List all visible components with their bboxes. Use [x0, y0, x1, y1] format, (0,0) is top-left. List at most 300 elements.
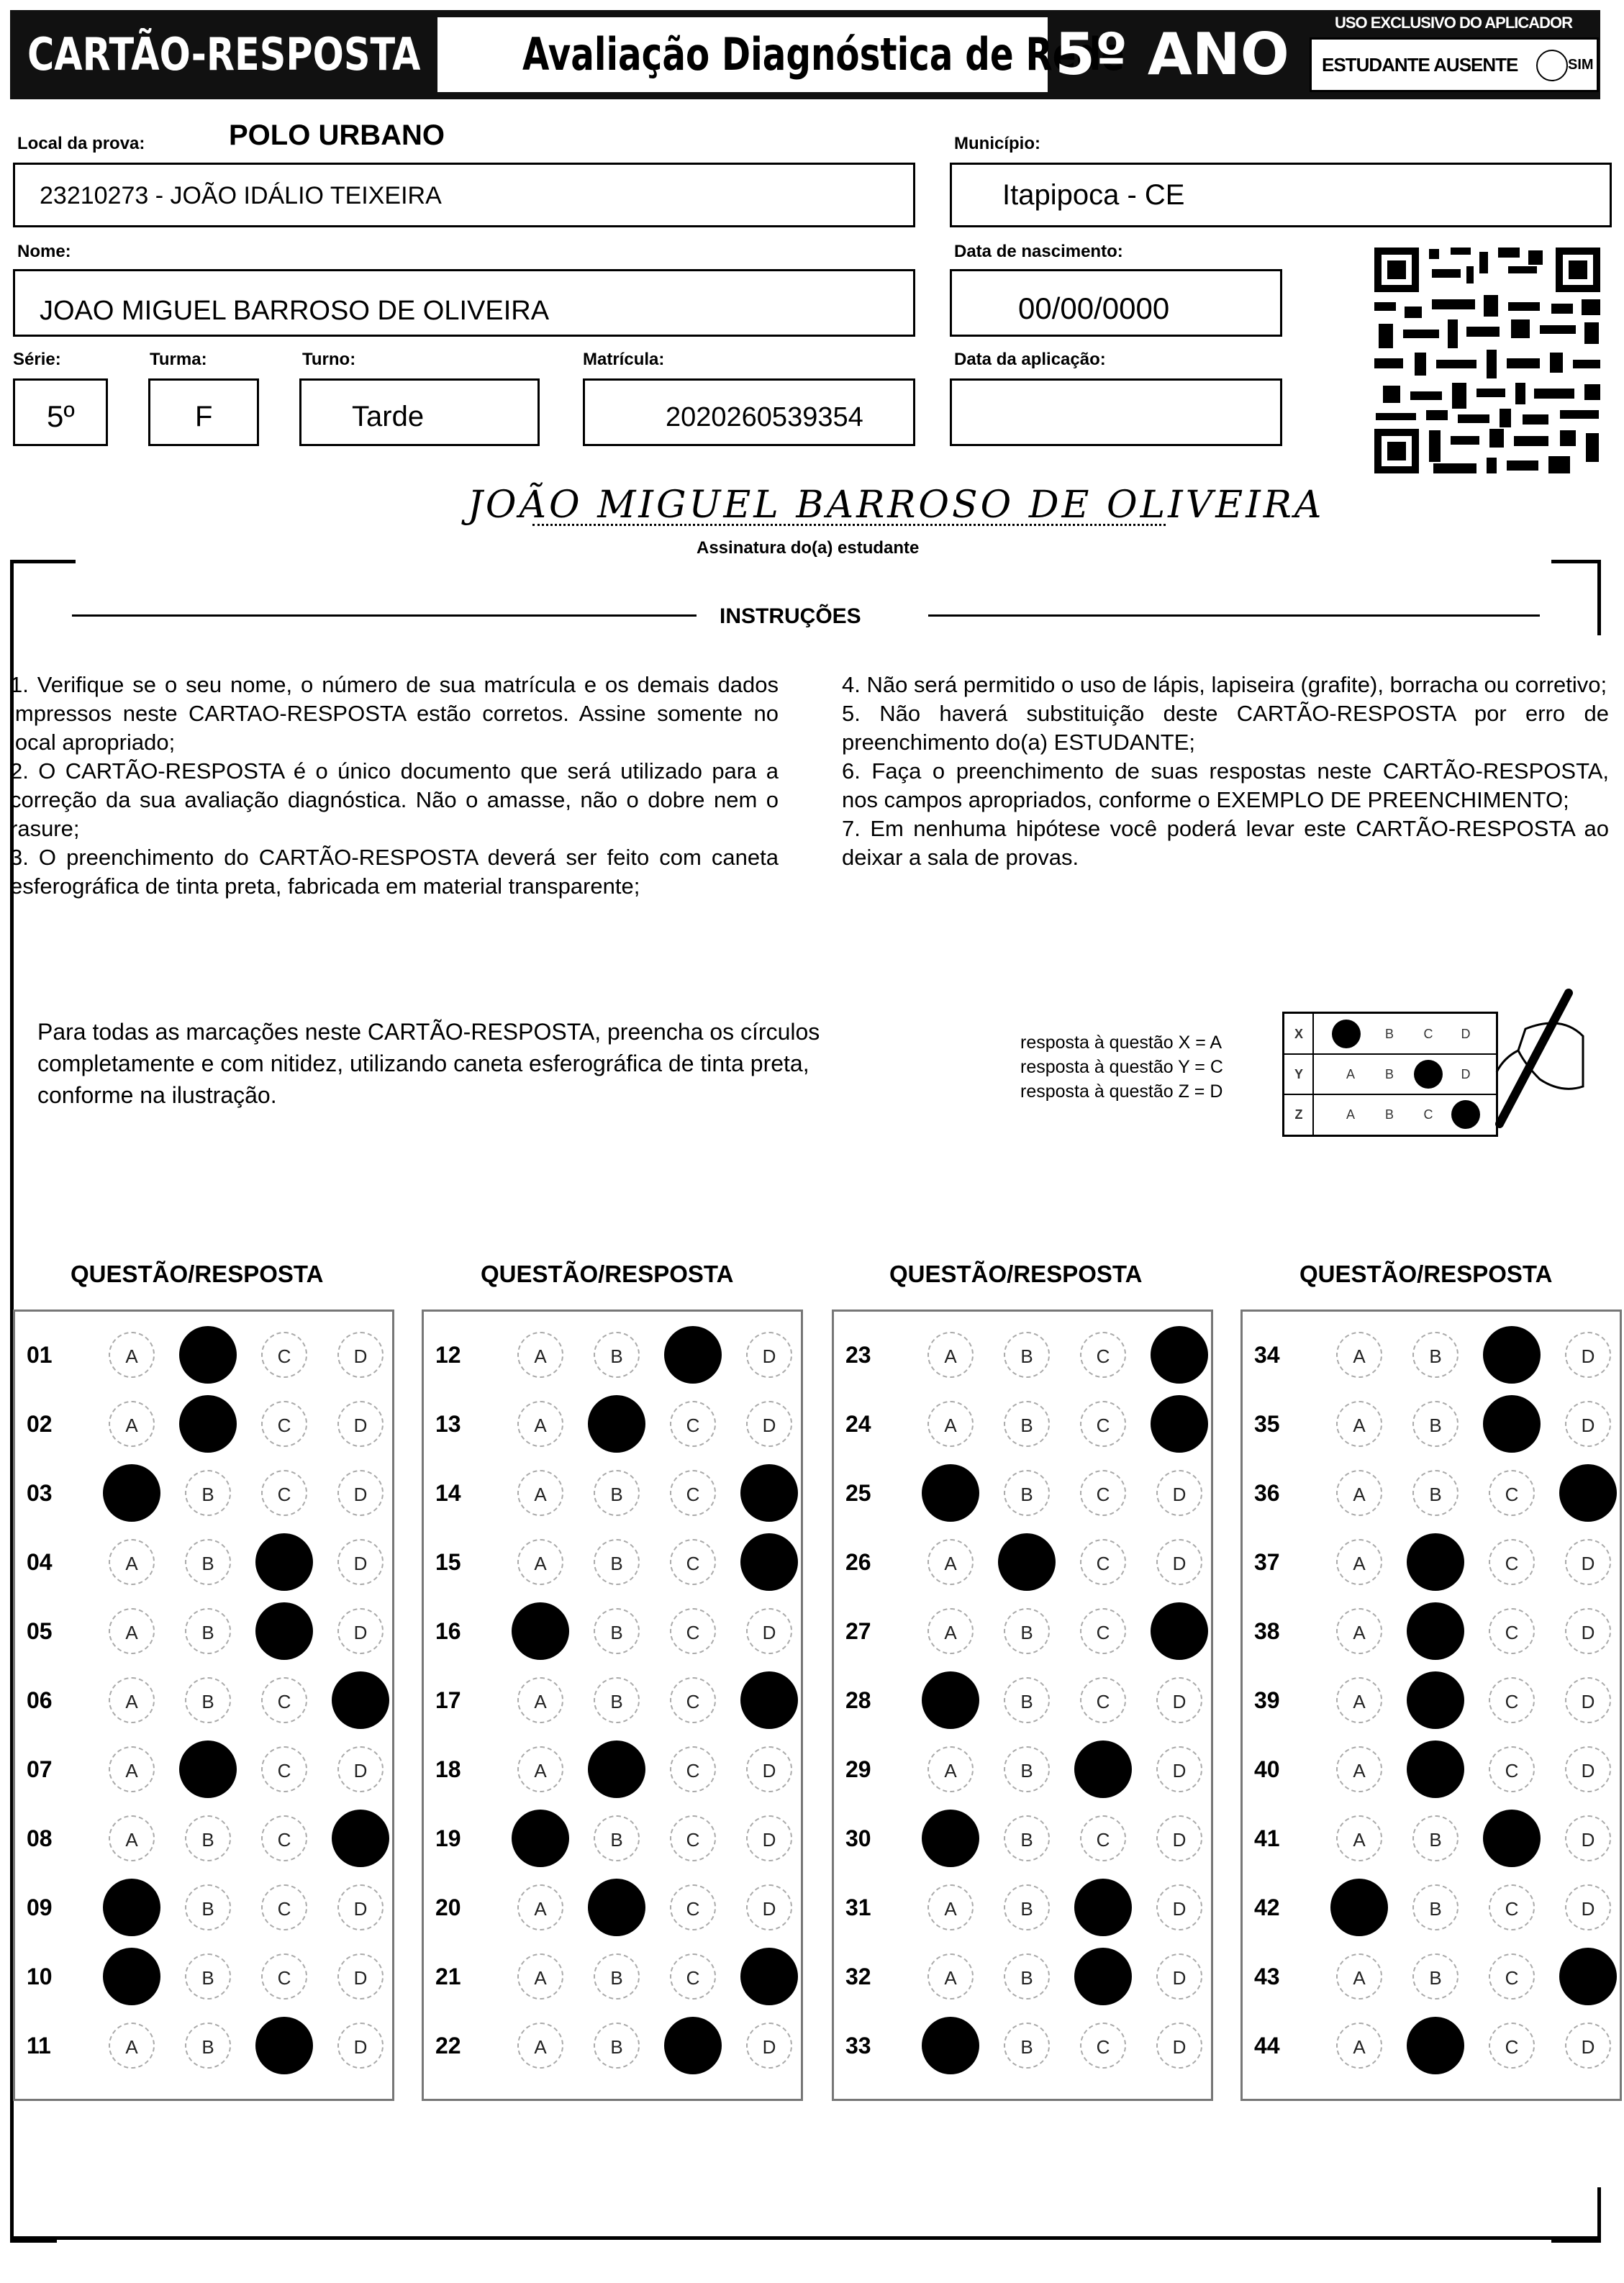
question-number: 16	[435, 1618, 461, 1644]
answer-bubble-b[interactable]: B	[185, 1539, 231, 1585]
answer-bubble-d[interactable]: D	[1565, 1332, 1611, 1378]
question-number: 03	[27, 1480, 53, 1506]
answer-bubble-d[interactable]: D	[1151, 1602, 1208, 1660]
instructions-title: INSTRUÇÕES	[720, 604, 861, 628]
answer-bubble-c[interactable]: C	[670, 1608, 716, 1654]
question-number: 14	[435, 1480, 461, 1506]
answer-bubble-b[interactable]: B	[1412, 1884, 1459, 1930]
answer-bubble-c[interactable]: C	[1080, 1677, 1126, 1723]
answer-bubble-a[interactable]: A	[1336, 2023, 1382, 2069]
answer-row	[1243, 1598, 1624, 1667]
answer-bubble-a[interactable]: A	[927, 1401, 974, 1447]
answer-bubble-b[interactable]: B	[1407, 1602, 1464, 1660]
answer-bubble-d[interactable]: D	[1565, 2023, 1611, 2069]
answer-bubble-a[interactable]: A	[517, 2023, 563, 2069]
answer-bubble-c[interactable]: C	[1483, 1326, 1541, 1384]
answer-bubble-c[interactable]: C	[1489, 1746, 1535, 1792]
column-header: QUESTÃO/RESPOSTA	[1299, 1261, 1553, 1287]
answer-bubble-c[interactable]: C	[664, 1326, 722, 1384]
turno-box	[299, 378, 540, 446]
answer-bubble-a[interactable]: A	[922, 2017, 979, 2074]
student-signature: JOÃO MIGUEL BARROSO DE OLIVEIRA	[468, 484, 1325, 527]
answer-bubble-d[interactable]: D	[1151, 1326, 1208, 1384]
question-number: 02	[27, 1411, 53, 1437]
answer-bubble-d[interactable]: D	[1156, 1539, 1202, 1585]
answer-bubble-a[interactable]: A	[1336, 1332, 1382, 1378]
question-number: 01	[27, 1342, 53, 1368]
answer-bubble-a[interactable]: A	[103, 1464, 160, 1522]
question-number: 43	[1254, 1964, 1280, 1989]
answer-bubble-b[interactable]: B	[1412, 1470, 1459, 1516]
answer-bubble-c[interactable]: C	[1489, 1884, 1535, 1930]
answer-bubble-d[interactable]: D	[1565, 1539, 1611, 1585]
question-number: 24	[845, 1411, 871, 1437]
example-grid	[1282, 1012, 1498, 1137]
frame-corner-tl	[10, 560, 76, 592]
answer-column	[422, 1310, 803, 2101]
answer-row	[424, 2012, 805, 2082]
question-number: 18	[435, 1756, 461, 1782]
answer-bubble-b[interactable]: B	[594, 1332, 640, 1378]
answer-bubble-c[interactable]: C	[1489, 1539, 1535, 1585]
turno-label: Turno:	[302, 350, 356, 369]
matricula-label: Matrícula:	[583, 350, 665, 369]
answer-bubble-d[interactable]: D	[746, 2023, 792, 2069]
answer-bubble-d[interactable]: D	[1156, 1884, 1202, 1930]
answer-bubble-c[interactable]: C	[670, 1539, 716, 1585]
column-header: QUESTÃO/RESPOSTA	[889, 1261, 1143, 1287]
answer-row	[1243, 1805, 1624, 1874]
instructions-left	[10, 671, 779, 901]
answer-bubble-d[interactable]: D	[337, 1884, 384, 1930]
answer-bubble-b[interactable]: B	[594, 1815, 640, 1861]
answer-bubble-b[interactable]: B	[179, 1395, 237, 1453]
answer-row	[424, 1460, 805, 1529]
answer-bubble-a[interactable]: A	[103, 1948, 160, 2005]
answer-bubble-a[interactable]: A	[927, 1332, 974, 1378]
answer-bubble-c[interactable]: C	[255, 1602, 313, 1660]
instruction-item: 1. Verifique se o seu nome, o número de sua matrícula e os demais dados impressos neste CARTAO-RESPOSTA estão corretos. Assine somente no local apropriado;	[10, 672, 779, 755]
answer-bubble-c[interactable]: C	[261, 1815, 307, 1861]
answer-bubble-c[interactable]: C	[1080, 1539, 1126, 1585]
answer-bubble-b[interactable]: B	[594, 1953, 640, 2000]
answer-bubble-b[interactable]: B	[594, 1539, 640, 1585]
answer-bubble-c[interactable]: C	[1080, 1608, 1126, 1654]
frame-bottom	[10, 2236, 1597, 2240]
question-number: 31	[845, 1894, 871, 1920]
question-number: 11	[27, 2033, 51, 2059]
svg-text:C: C	[1423, 1027, 1433, 1041]
answer-bubble-d[interactable]: D	[740, 1533, 798, 1591]
svg-text:Y: Y	[1294, 1067, 1304, 1081]
example-text: Para todas as marcações neste CARTÃO-RESPOSTA, preencha os círculos completamente e com nitidez, utilizando caneta esferográfica de tinta preta, conforme na ilustração.	[37, 1019, 820, 1108]
nome-value: JOAO MIGUEL BARROSO DE OLIVEIRA	[40, 296, 550, 326]
answer-bubble-c[interactable]: C	[261, 1677, 307, 1723]
answer-bubble-d[interactable]: D	[746, 1608, 792, 1654]
answer-bubble-d[interactable]: D	[1151, 1395, 1208, 1453]
answer-bubble-d[interactable]: D	[337, 1332, 384, 1378]
nascimento-value: 00/00/0000	[1018, 291, 1170, 325]
answer-bubble-b[interactable]: B	[185, 1470, 231, 1516]
answer-row	[424, 1805, 805, 1874]
frame-corner-bl	[10, 2187, 57, 2243]
answer-bubble-d[interactable]: D	[746, 1332, 792, 1378]
answer-bubble-d[interactable]: D	[1565, 1677, 1611, 1723]
answer-bubble-c[interactable]: C	[664, 2017, 722, 2074]
answer-bubble-b[interactable]: B	[185, 1677, 231, 1723]
answer-bubble-b[interactable]: B	[1004, 1746, 1050, 1792]
answer-bubble-d[interactable]: D	[740, 1671, 798, 1729]
instruction-item: 7. Em nenhuma hipótese você poderá levar este CARTÃO-RESPOSTA ao deixar a sala de provas.	[842, 816, 1609, 870]
answer-bubble-c[interactable]: C	[670, 1884, 716, 1930]
answer-bubble-b[interactable]: B	[1004, 1470, 1050, 1516]
answer-row	[834, 1391, 1215, 1460]
example-response: resposta à questão X = A	[1020, 1032, 1222, 1053]
answer-bubble-a[interactable]: A	[517, 1884, 563, 1930]
answer-bubble-d[interactable]: D	[337, 1401, 384, 1447]
answer-bubble-c[interactable]: C	[1489, 2023, 1535, 2069]
answer-bubble-c[interactable]: C	[1080, 1332, 1126, 1378]
grade-label: 5º ANO	[1055, 21, 1289, 88]
answer-bubble-a[interactable]: A	[517, 1677, 563, 1723]
answer-row	[15, 1805, 396, 1874]
svg-text:X: X	[1294, 1027, 1304, 1041]
answer-row	[424, 1667, 805, 1736]
answer-bubble-c[interactable]: C	[1080, 1401, 1126, 1447]
answer-bubble-a[interactable]: A	[922, 1810, 979, 1867]
turma-value: F	[195, 401, 213, 432]
answer-row	[424, 1874, 805, 1943]
answer-bubble-d[interactable]: D	[337, 1746, 384, 1792]
turma-label: Turma:	[150, 350, 207, 369]
answer-bubble-b[interactable]: B	[185, 1953, 231, 2000]
answer-bubble-a[interactable]: A	[517, 1539, 563, 1585]
answer-bubble-c[interactable]: C	[1483, 1810, 1541, 1867]
question-number: 07	[27, 1756, 53, 1782]
answer-bubble-b[interactable]: B	[1004, 1884, 1050, 1930]
answer-bubble-a[interactable]: A	[1336, 1608, 1382, 1654]
answer-bubble-a[interactable]: A	[1336, 1677, 1382, 1723]
answer-bubble-a[interactable]: A	[109, 1539, 155, 1585]
answer-bubble-b[interactable]: B	[594, 2023, 640, 2069]
turno-value: Tarde	[352, 401, 425, 432]
question-number: 25	[845, 1480, 871, 1506]
svg-text:Z: Z	[1294, 1107, 1303, 1122]
answer-bubble-d[interactable]: D	[337, 1539, 384, 1585]
answer-bubble-a[interactable]: A	[1336, 1539, 1382, 1585]
answer-bubble-b[interactable]: B	[1004, 2023, 1050, 2069]
answer-row	[15, 1391, 396, 1460]
answer-row	[1243, 1943, 1624, 2012]
answer-bubble-c[interactable]: C	[670, 1746, 716, 1792]
answer-bubble-d[interactable]: D	[1156, 1677, 1202, 1723]
instruction-item: 3. O preenchimento do CARTÃO-RESPOSTA deverá ser feito com caneta esferográfica de tinta preta, fabricada em material transparente;	[10, 845, 779, 899]
question-number: 28	[845, 1687, 871, 1713]
answer-bubble-b[interactable]: B	[1412, 1332, 1459, 1378]
answer-bubble-a[interactable]: A	[1336, 1470, 1382, 1516]
answer-bubble-b[interactable]: B	[185, 1608, 231, 1654]
school-box	[13, 163, 915, 227]
instruction-item: 5. Não haverá substituição deste CARTÃO-RESPOSTA por erro de preenchimento do(a) ESTUDANTE;	[842, 701, 1609, 755]
svg-text:D: D	[1461, 1027, 1471, 1041]
answer-bubble-d[interactable]: D	[1156, 2023, 1202, 2069]
answer-row	[424, 1529, 805, 1598]
example-response: resposta à questão Z = D	[1020, 1081, 1223, 1102]
answer-bubble-c[interactable]: C	[261, 1401, 307, 1447]
answer-bubble-b[interactable]: B	[1407, 1671, 1464, 1729]
question-number: 13	[435, 1411, 461, 1437]
frame-corner-br	[1551, 2187, 1601, 2243]
answer-bubble-d[interactable]: D	[746, 1815, 792, 1861]
answer-bubble-c[interactable]: C	[670, 1470, 716, 1516]
aplicacao-label: Data da aplicação:	[954, 350, 1106, 369]
answer-bubble-b[interactable]: B	[1004, 1815, 1050, 1861]
answer-bubble-a[interactable]: A	[1336, 1401, 1382, 1447]
answer-row	[1243, 1736, 1624, 1805]
answer-bubble-a[interactable]: A	[109, 1677, 155, 1723]
svg-text:B: B	[1384, 1067, 1394, 1081]
answer-row	[1243, 1529, 1624, 1598]
answer-bubble-d[interactable]: D	[740, 1464, 798, 1522]
qr-code	[1371, 245, 1603, 476]
answer-column	[832, 1310, 1213, 2101]
answer-bubble-b[interactable]: B	[1004, 1953, 1050, 2000]
answer-bubble-d[interactable]: D	[332, 1671, 389, 1729]
answer-bubble-a[interactable]: A	[1336, 1953, 1382, 2000]
answer-bubble-b[interactable]: B	[1407, 1740, 1464, 1798]
answer-bubble-c[interactable]: C	[1080, 1470, 1126, 1516]
answer-bubble-c[interactable]: C	[261, 1884, 307, 1930]
answer-row	[15, 1460, 396, 1529]
applicator-only-label: USO EXCLUSIVO DO APLICADOR	[1334, 14, 1573, 32]
answer-row	[15, 1667, 396, 1736]
answer-bubble-a[interactable]: A	[927, 1953, 974, 2000]
answer-bubble-b[interactable]: B	[179, 1326, 237, 1384]
question-number: 06	[27, 1687, 53, 1713]
answer-bubble-b[interactable]: B	[594, 1608, 640, 1654]
local-label: Local da prova:	[17, 134, 145, 153]
answer-bubble-a[interactable]: A	[512, 1602, 569, 1660]
answer-bubble-b[interactable]: B	[594, 1677, 640, 1723]
answer-bubble-a[interactable]: A	[109, 1608, 155, 1654]
answer-bubble-d[interactable]: D	[1559, 1948, 1617, 2005]
answer-bubble-d[interactable]: D	[746, 1884, 792, 1930]
answer-row	[1243, 1460, 1624, 1529]
answer-bubble-b[interactable]: B	[1004, 1677, 1050, 1723]
question-number: 12	[435, 1342, 461, 1368]
question-number: 34	[1254, 1342, 1280, 1368]
answer-bubble-a[interactable]: A	[109, 2023, 155, 2069]
answer-bubble-c[interactable]: C	[1080, 2023, 1126, 2069]
answer-bubble-a[interactable]: A	[103, 1879, 160, 1936]
question-number: 40	[1254, 1756, 1280, 1782]
answer-bubble-b[interactable]: B	[594, 1470, 640, 1516]
answer-bubble-d[interactable]: D	[1565, 1401, 1611, 1447]
question-number: 21	[435, 1964, 461, 1989]
qr-code-graphic	[1371, 245, 1603, 476]
question-number: 42	[1254, 1894, 1280, 1920]
answer-bubble-a[interactable]: A	[512, 1810, 569, 1867]
answer-row	[15, 1874, 396, 1943]
header-bar	[10, 10, 1600, 99]
answer-bubble-b[interactable]: B	[1412, 1953, 1459, 2000]
pen-hand-icon	[1475, 986, 1590, 1144]
answer-bubble-a[interactable]: A	[517, 1746, 563, 1792]
answer-bubble-a[interactable]: A	[109, 1815, 155, 1861]
aplicacao-box[interactable]	[950, 378, 1282, 446]
answer-row	[1243, 1874, 1624, 1943]
question-number: 37	[1254, 1549, 1280, 1575]
answer-row	[424, 1598, 805, 1667]
answer-bubble-a[interactable]: A	[1330, 1879, 1388, 1936]
answer-bubble-d[interactable]: D	[1156, 1953, 1202, 2000]
nascimento-box	[950, 269, 1282, 337]
answer-row	[15, 1529, 396, 1598]
signature-label: Assinatura do(a) estudante	[697, 538, 920, 558]
answer-bubble-a[interactable]: A	[922, 1464, 979, 1522]
answer-bubble-b[interactable]: B	[185, 1884, 231, 1930]
question-number: 38	[1254, 1618, 1280, 1644]
answer-bubble-d[interactable]: D	[337, 1953, 384, 2000]
serie-label: Série:	[13, 350, 61, 369]
answer-bubble-d[interactable]: D	[1565, 1746, 1611, 1792]
answer-bubble-b[interactable]: B	[185, 1815, 231, 1861]
question-number: 36	[1254, 1480, 1280, 1506]
answer-bubble-b[interactable]: B	[1412, 1815, 1459, 1861]
answer-bubble-a[interactable]: A	[517, 1401, 563, 1447]
municipio-label: Município:	[954, 134, 1040, 153]
answer-bubble-a[interactable]: A	[1336, 1746, 1382, 1792]
answer-bubble-d[interactable]: D	[337, 1608, 384, 1654]
nascimento-label: Data de nascimento:	[954, 242, 1123, 261]
answer-bubble-a[interactable]: A	[109, 1332, 155, 1378]
answer-bubble-c[interactable]: C	[1074, 1740, 1132, 1798]
answer-bubble-d[interactable]: D	[337, 2023, 384, 2069]
answer-row	[15, 1598, 396, 1667]
divider	[928, 614, 1540, 617]
answer-bubble-d[interactable]: D	[740, 1948, 798, 2005]
answer-bubble-c[interactable]: C	[1074, 1948, 1132, 2005]
answer-bubble-a[interactable]: A	[927, 1746, 974, 1792]
instruction-item: 2. O CARTÃO-RESPOSTA é o único documento que será utilizado para a correção da sua avaliação diagnóstica. Não o amasse, não o dobre nem o rasure;	[10, 758, 779, 841]
answer-bubble-c[interactable]: C	[261, 1953, 307, 2000]
answer-row	[15, 1736, 396, 1805]
nome-label: Nome:	[17, 242, 71, 261]
answer-bubble-d[interactable]: D	[746, 1401, 792, 1447]
svg-text:B: B	[1384, 1107, 1394, 1122]
divider	[72, 614, 697, 617]
answer-bubble-c[interactable]: C	[255, 1533, 313, 1591]
instructions-right	[842, 671, 1609, 872]
answer-bubble-b[interactable]: B	[998, 1533, 1056, 1591]
answer-bubble-d[interactable]: D	[1565, 1884, 1611, 1930]
answer-bubble-b[interactable]: B	[1004, 1332, 1050, 1378]
instruction-item: 4. Não será permitido o uso de lápis, lapiseira (grafite), borracha ou corretivo;	[842, 672, 1607, 697]
answer-bubble-c[interactable]: C	[1489, 1608, 1535, 1654]
answer-row	[15, 1322, 396, 1391]
answer-bubble-c[interactable]: C	[255, 2017, 313, 2074]
answer-bubble-d[interactable]: D	[332, 1810, 389, 1867]
question-number: 05	[27, 1618, 53, 1644]
answer-bubble-b[interactable]: B	[185, 2023, 231, 2069]
absent-bubble[interactable]	[1536, 50, 1568, 81]
answer-bubble-d[interactable]: D	[1156, 1746, 1202, 1792]
answer-bubble-b[interactable]: B	[588, 1740, 645, 1798]
answer-bubble-b[interactable]: B	[1407, 2017, 1464, 2074]
answer-bubble-c[interactable]: C	[1489, 1470, 1535, 1516]
serie-box	[13, 378, 108, 446]
answer-column	[13, 1310, 394, 2101]
answer-bubble-c[interactable]: C	[670, 1953, 716, 2000]
answer-bubble-b[interactable]: B	[1407, 1533, 1464, 1591]
answer-bubble-c[interactable]: C	[261, 1470, 307, 1516]
answer-bubble-b[interactable]: B	[1412, 1401, 1459, 1447]
column-header: QUESTÃO/RESPOSTA	[481, 1261, 734, 1287]
question-number: 26	[845, 1549, 871, 1575]
answer-bubble-d[interactable]: D	[337, 1470, 384, 1516]
local-value: POLO URBANO	[229, 119, 445, 151]
answer-row	[834, 1667, 1215, 1736]
question-number: 35	[1254, 1411, 1280, 1437]
frame-corner-tr	[1551, 560, 1601, 635]
answer-bubble-c[interactable]: C	[261, 1746, 307, 1792]
answer-bubble-c[interactable]: C	[1074, 1879, 1132, 1936]
answer-bubble-a[interactable]: A	[517, 1953, 563, 2000]
municipio-box	[950, 163, 1612, 227]
card-label: CARTÃO-RESPOSTA	[27, 28, 421, 81]
answer-bubble-a[interactable]: A	[517, 1332, 563, 1378]
question-number: 29	[845, 1756, 871, 1782]
answer-bubble-c[interactable]: C	[1489, 1953, 1535, 2000]
answer-bubble-a[interactable]: A	[517, 1470, 563, 1516]
answer-bubble-c[interactable]: C	[261, 1332, 307, 1378]
answer-bubble-c[interactable]: C	[1489, 1677, 1535, 1723]
answer-bubble-a[interactable]: A	[109, 1746, 155, 1792]
answer-bubble-d[interactable]: D	[1559, 1464, 1617, 1522]
answer-bubble-d[interactable]: D	[1156, 1470, 1202, 1516]
answer-bubble-c[interactable]: C	[1080, 1815, 1126, 1861]
serie-value: 5º	[47, 399, 75, 433]
answer-row	[834, 1874, 1215, 1943]
answer-bubble-d[interactable]: D	[746, 1746, 792, 1792]
answer-bubble-a[interactable]: A	[1336, 1815, 1382, 1861]
answer-row	[424, 1391, 805, 1460]
answer-bubble-b[interactable]: B	[179, 1740, 237, 1798]
answer-bubble-c[interactable]: C	[670, 1401, 716, 1447]
answer-bubble-a[interactable]: A	[927, 1884, 974, 1930]
answer-bubble-a[interactable]: A	[927, 1539, 974, 1585]
answer-row	[424, 1943, 805, 2012]
answer-row	[1243, 1667, 1624, 1736]
question-number: 23	[845, 1342, 871, 1368]
question-number: 39	[1254, 1687, 1280, 1713]
answer-bubble-c[interactable]: C	[1483, 1395, 1541, 1453]
answer-bubble-a[interactable]: A	[922, 1671, 979, 1729]
answer-bubble-a[interactable]: A	[927, 1608, 974, 1654]
answer-bubble-d[interactable]: D	[1156, 1815, 1202, 1861]
answer-bubble-a[interactable]: A	[109, 1401, 155, 1447]
answer-bubble-c[interactable]: C	[670, 1815, 716, 1861]
answer-bubble-b[interactable]: B	[1004, 1401, 1050, 1447]
answer-bubble-b[interactable]: B	[588, 1879, 645, 1936]
answer-bubble-d[interactable]: D	[1565, 1815, 1611, 1861]
answer-bubble-c[interactable]: C	[670, 1677, 716, 1723]
answer-bubble-d[interactable]: D	[1565, 1608, 1611, 1654]
svg-text:A: A	[1346, 1067, 1356, 1081]
answer-bubble-b[interactable]: B	[588, 1395, 645, 1453]
answer-row	[834, 1736, 1215, 1805]
answer-bubble-b[interactable]: B	[1004, 1608, 1050, 1654]
